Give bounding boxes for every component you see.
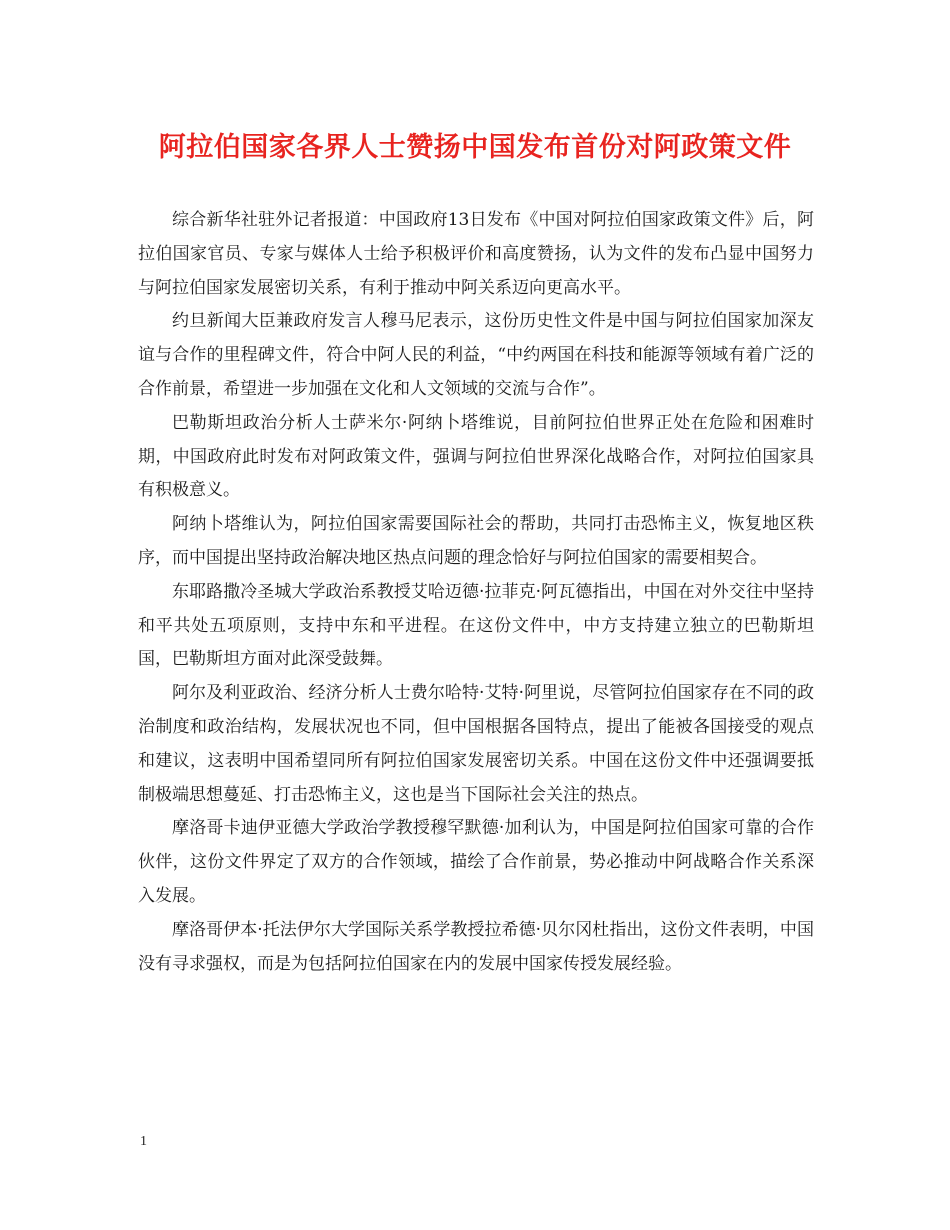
paragraph: 巴勒斯坦政治分析人士萨米尔·阿纳卜塔维说，目前阿拉伯世界正处在危险和困难时期，中国政府此时发布对阿政策文件，强调与阿拉伯世界深化战略合作，对阿拉伯国家具有积极意义。 — [138, 412, 814, 501]
paragraph: 东耶路撒冷圣城大学政治系教授艾哈迈德·拉菲克·阿瓦德指出，中国在对外交往中坚持和平共处五项原则，支持中东和平进程。在这份文件中，中方支持建立独立的巴勒斯坦国，巴勒斯坦方面对此深受鼓舞。 — [138, 581, 814, 670]
page-title: 阿拉伯国家各界人士赞扬中国发布首份对阿政策文件 — [158, 132, 792, 163]
article-body — [138, 204, 814, 981]
paragraph: 约旦新闻大臣兼政府发言人穆马尼表示，这份历史性文件是中国与阿拉伯国家加深友谊与合作的里程碑文件，符合中阿人民的利益，“中约两国在科技和能源等领域有着广泛的合作前景，希望进一步加强在文化和人文领域的交流与合作”。 — [138, 311, 814, 399]
paragraph: 综合新华社驻外记者报道：中国政府13日发布《中国对阿拉伯国家政策文件》后，阿拉伯国家官员、专家与媒体人士给予积极评价和高度赞扬，认为文件的发布凸显中国努力与阿拉伯国家发展密切关系，有利于推动中阿关系迈向更高水平。 — [138, 210, 814, 298]
paragraph: 摩洛哥伊本·托法伊尔大学国际关系学教授拉希德·贝尔冈杜指出，这份文件表明，中国没有寻求强权，而是为包括阿拉伯国家在内的发展中国家传授发展经验。 — [138, 919, 814, 974]
paragraph: 阿尔及利亚政治、经济分析人士费尔哈特·艾特·阿里说，尽管阿拉伯国家存在不同的政治制度和政治结构，发展状况也不同，但中国根据各国特点，提出了能被各国接受的观点和建议，这表明中国希望同所有阿拉伯国家发展密切关系。中国在这份文件中还强调要抵制极端思想蔓延、打击恐怖主义，这也是当下国际社会关注的热点。 — [138, 683, 814, 805]
paragraph: 阿纳卜塔维认为，阿拉伯国家需要国际社会的帮助，共同打击恐怖主义，恢复地区秩序，而中国提出坚持政治解决地区热点问题的理念恰好与阿拉伯国家的需要相契合。 — [138, 514, 814, 568]
paragraph: 摩洛哥卡迪伊亚德大学政治学教授穆罕默德·加利认为，中国是阿拉伯国家可靠的合作伙伴，这份文件界定了双方的合作领域，描绘了合作前景，势必推动中阿战略合作关系深入发展。 — [138, 818, 814, 906]
page-number: 1 — [140, 1134, 147, 1149]
